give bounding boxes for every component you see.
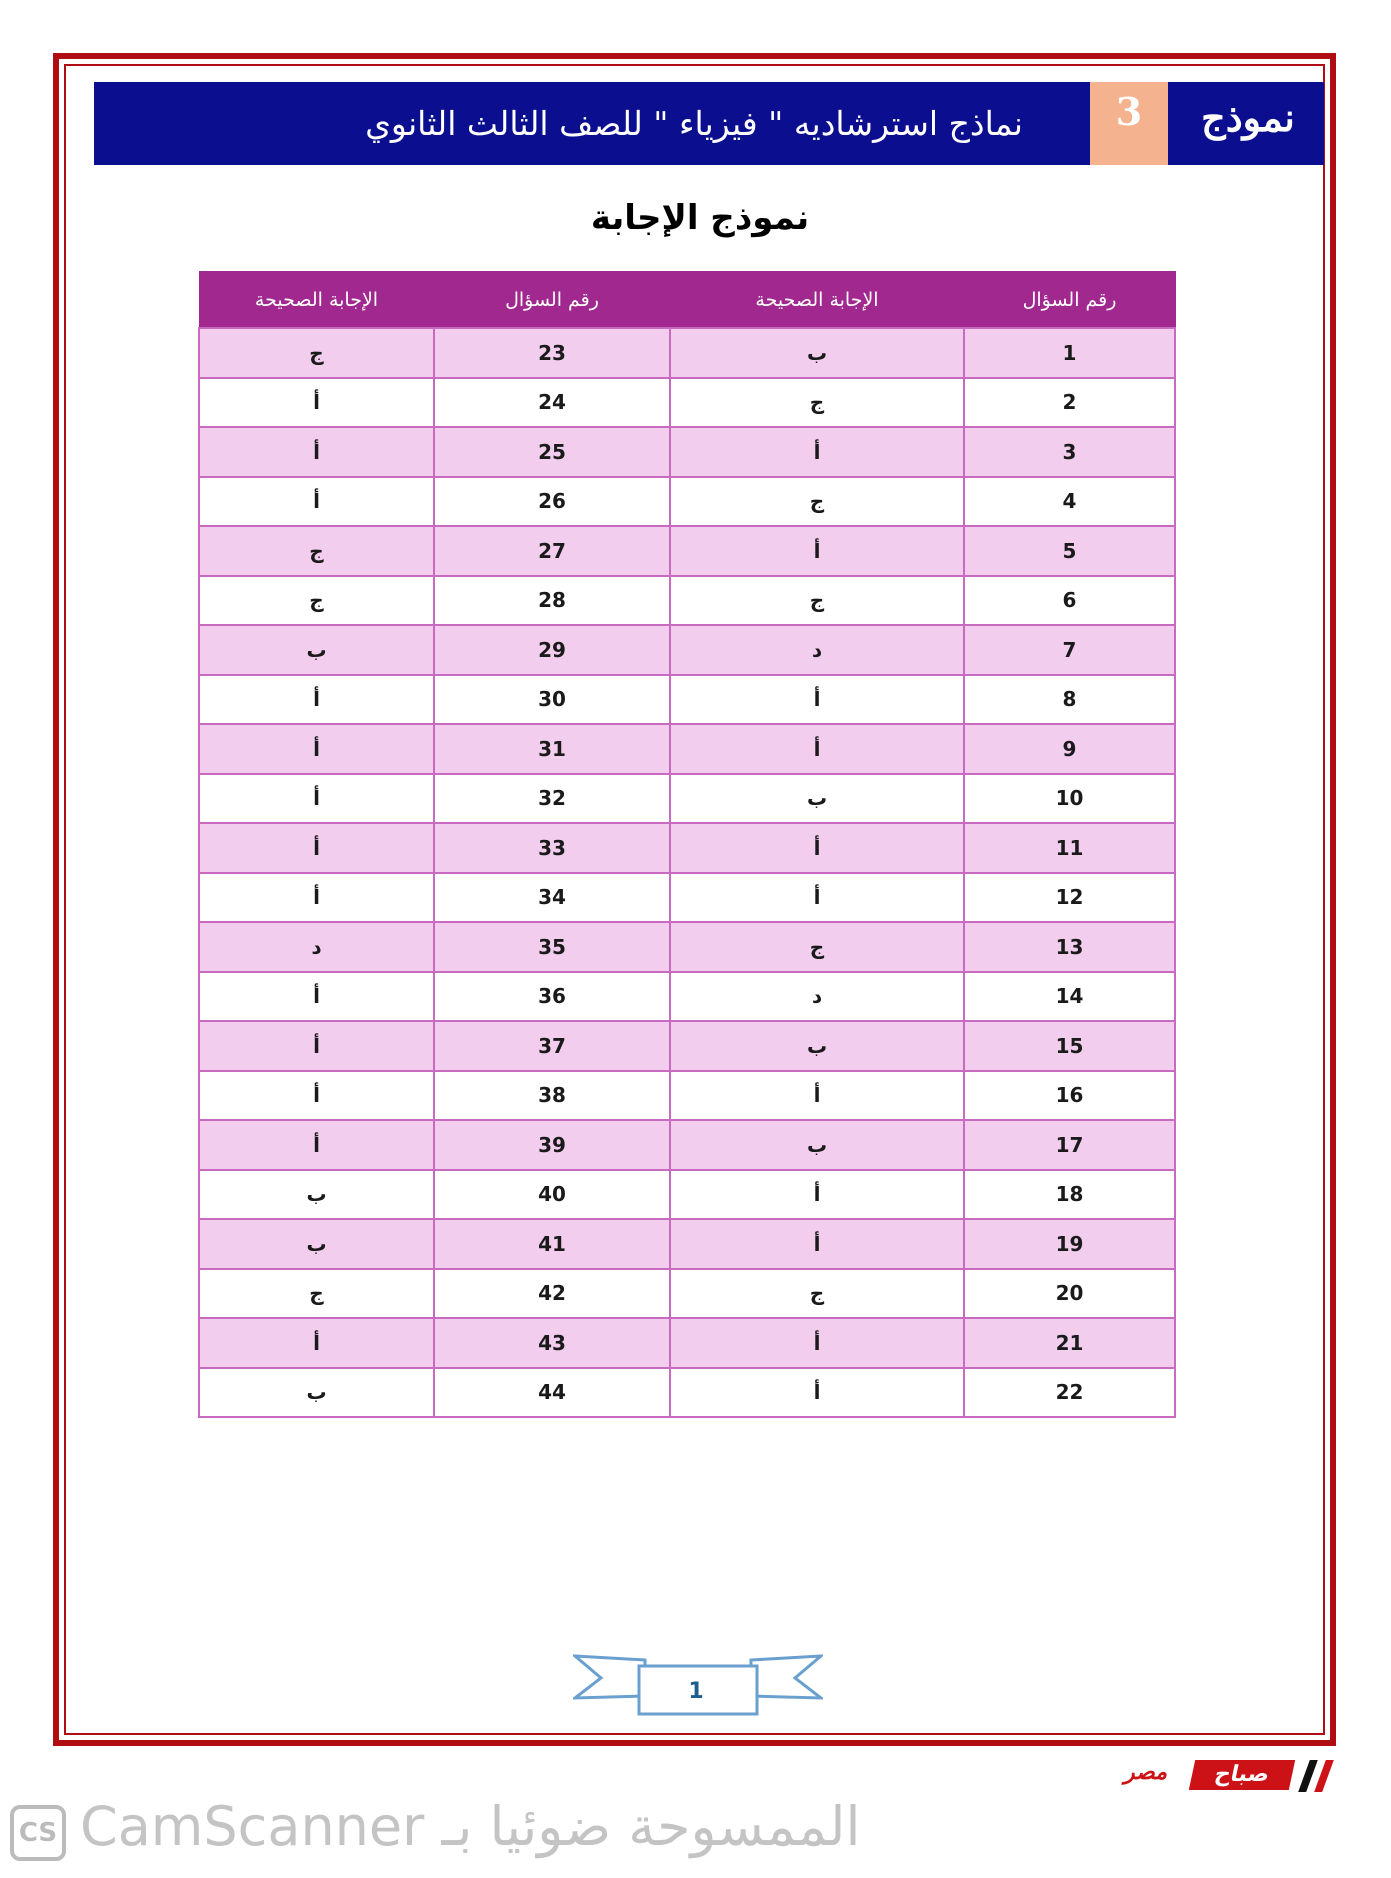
cell-question-number: 15: [964, 1021, 1175, 1071]
cell-correct-answer: أ: [199, 1318, 434, 1368]
table-row: [199, 922, 1175, 972]
cell-question-number: 31: [434, 724, 670, 774]
column-header-question-number: رقم السؤال: [964, 272, 1175, 329]
column-header-correct-answer: الإجابة الصحيحة: [199, 272, 434, 329]
answer-table-body: [199, 328, 1175, 1417]
table-row: [199, 1368, 1175, 1418]
cell-question-number: 18: [964, 1170, 1175, 1220]
cell-correct-answer: أ: [670, 1318, 964, 1368]
scanner-watermark-text: الممسوحة ضوئيا بـ CamScanner: [80, 1795, 861, 1858]
cell-correct-answer: ب: [199, 1219, 434, 1269]
cell-correct-answer: أ: [670, 823, 964, 873]
brand-logo-text: مصر: [1124, 1760, 1168, 1785]
cell-question-number: 25: [434, 427, 670, 477]
cell-correct-answer: ج: [199, 328, 434, 378]
cell-correct-answer: أ: [199, 1120, 434, 1170]
table-row: [199, 1120, 1175, 1170]
cell-question-number: 27: [434, 526, 670, 576]
cell-question-number: 7: [964, 625, 1175, 675]
cell-question-number: 2: [964, 378, 1175, 428]
column-header-question-number: رقم السؤال: [434, 272, 670, 329]
cell-correct-answer: ج: [199, 526, 434, 576]
table-row: [199, 328, 1175, 378]
cell-correct-answer: د: [670, 625, 964, 675]
cell-correct-answer: أ: [199, 823, 434, 873]
cell-correct-answer: أ: [670, 675, 964, 725]
cell-correct-answer: ج: [670, 378, 964, 428]
cell-question-number: 33: [434, 823, 670, 873]
cell-question-number: 16: [964, 1071, 1175, 1121]
cell-correct-answer: ج: [199, 1269, 434, 1319]
cell-question-number: 32: [434, 774, 670, 824]
table-row: [199, 625, 1175, 675]
cell-question-number: 4: [964, 477, 1175, 527]
cell-question-number: 19: [964, 1219, 1175, 1269]
model-label: نموذج: [1201, 95, 1295, 140]
cell-question-number: 1: [964, 328, 1175, 378]
table-row: [199, 1170, 1175, 1220]
brand-logo: [1118, 1758, 1338, 1802]
cell-correct-answer: أ: [670, 1219, 964, 1269]
model-number-box: 3: [1090, 82, 1168, 165]
cell-question-number: 28: [434, 576, 670, 626]
table-row: [199, 873, 1175, 923]
cell-correct-answer: أ: [199, 675, 434, 725]
cell-question-number: 36: [434, 972, 670, 1022]
cell-question-number: 41: [434, 1219, 670, 1269]
scanner-watermark: [10, 1795, 910, 1865]
cell-question-number: 29: [434, 625, 670, 675]
cell-correct-answer: أ: [199, 774, 434, 824]
cell-correct-answer: ب: [670, 1021, 964, 1071]
table-row: [199, 1318, 1175, 1368]
table-row: [199, 1269, 1175, 1319]
cell-question-number: 42: [434, 1269, 670, 1319]
table-row: [199, 477, 1175, 527]
cell-question-number: 40: [434, 1170, 670, 1220]
table-header-row: [199, 272, 1175, 329]
cell-question-number: 6: [964, 576, 1175, 626]
cell-correct-answer: أ: [670, 526, 964, 576]
cell-question-number: 14: [964, 972, 1175, 1022]
table-row: [199, 1021, 1175, 1071]
camscanner-icon: CS: [10, 1805, 66, 1861]
cell-correct-answer: ب: [199, 625, 434, 675]
cell-correct-answer: أ: [199, 1021, 434, 1071]
brand-slash-icon: [1314, 1760, 1334, 1792]
cell-question-number: 10: [964, 774, 1175, 824]
table-row: [199, 427, 1175, 477]
cell-correct-answer: أ: [670, 1170, 964, 1220]
table-row: [199, 675, 1175, 725]
cell-correct-answer: د: [670, 972, 964, 1022]
page-heading: نموذج الإجابة: [590, 198, 810, 238]
table-row: [199, 774, 1175, 824]
cell-correct-answer: أ: [670, 724, 964, 774]
page-number: 1: [688, 1679, 704, 1704]
cell-question-number: 9: [964, 724, 1175, 774]
cell-correct-answer: أ: [199, 477, 434, 527]
cell-correct-answer: أ: [670, 1368, 964, 1418]
cell-correct-answer: أ: [199, 972, 434, 1022]
cell-question-number: 38: [434, 1071, 670, 1121]
cell-question-number: 3: [964, 427, 1175, 477]
cell-question-number: 21: [964, 1318, 1175, 1368]
cell-correct-answer: د: [199, 922, 434, 972]
cell-correct-answer: ج: [670, 922, 964, 972]
cell-correct-answer: ج: [670, 1269, 964, 1319]
cell-correct-answer: ج: [670, 576, 964, 626]
table-row: [199, 972, 1175, 1022]
cell-question-number: 20: [964, 1269, 1175, 1319]
cell-correct-answer: أ: [199, 724, 434, 774]
cell-question-number: 34: [434, 873, 670, 923]
cell-correct-answer: ب: [199, 1170, 434, 1220]
table-row: [199, 724, 1175, 774]
cell-question-number: 5: [964, 526, 1175, 576]
table-row: [199, 378, 1175, 428]
cell-question-number: 39: [434, 1120, 670, 1170]
cell-question-number: 44: [434, 1368, 670, 1418]
cell-question-number: 23: [434, 328, 670, 378]
cell-correct-answer: ب: [670, 1120, 964, 1170]
cell-correct-answer: أ: [670, 427, 964, 477]
cell-question-number: 26: [434, 477, 670, 527]
cell-question-number: 11: [964, 823, 1175, 873]
cell-correct-answer: أ: [199, 378, 434, 428]
cell-correct-answer: ج: [670, 477, 964, 527]
column-header-correct-answer: الإجابة الصحيحة: [670, 272, 964, 329]
cell-question-number: 30: [434, 675, 670, 725]
brand-logo-badge: صباح: [1189, 1760, 1295, 1790]
cell-question-number: 22: [964, 1368, 1175, 1418]
header-bar: [94, 82, 1324, 165]
header-title: نماذج استرشاديه " فيزياء " للصف الثالث الثانوي: [365, 104, 1023, 143]
cell-correct-answer: ب: [670, 774, 964, 824]
cell-correct-answer: ج: [199, 576, 434, 626]
cell-correct-answer: أ: [199, 873, 434, 923]
cell-correct-answer: ب: [670, 328, 964, 378]
table-row: [199, 576, 1175, 626]
cell-correct-answer: أ: [670, 1071, 964, 1121]
cell-correct-answer: أ: [199, 427, 434, 477]
cell-question-number: 17: [964, 1120, 1175, 1170]
cell-question-number: 8: [964, 675, 1175, 725]
cell-correct-answer: أ: [670, 873, 964, 923]
cell-question-number: 37: [434, 1021, 670, 1071]
table-row: [199, 1071, 1175, 1121]
table-row: [199, 526, 1175, 576]
cell-question-number: 24: [434, 378, 670, 428]
cell-question-number: 13: [964, 922, 1175, 972]
table-row: [199, 823, 1175, 873]
cell-question-number: 35: [434, 922, 670, 972]
cell-question-number: 12: [964, 873, 1175, 923]
answer-table: [198, 271, 1176, 1418]
cell-correct-answer: أ: [199, 1071, 434, 1121]
cell-correct-answer: ب: [199, 1368, 434, 1418]
table-row: [199, 1219, 1175, 1269]
cell-question-number: 43: [434, 1318, 670, 1368]
